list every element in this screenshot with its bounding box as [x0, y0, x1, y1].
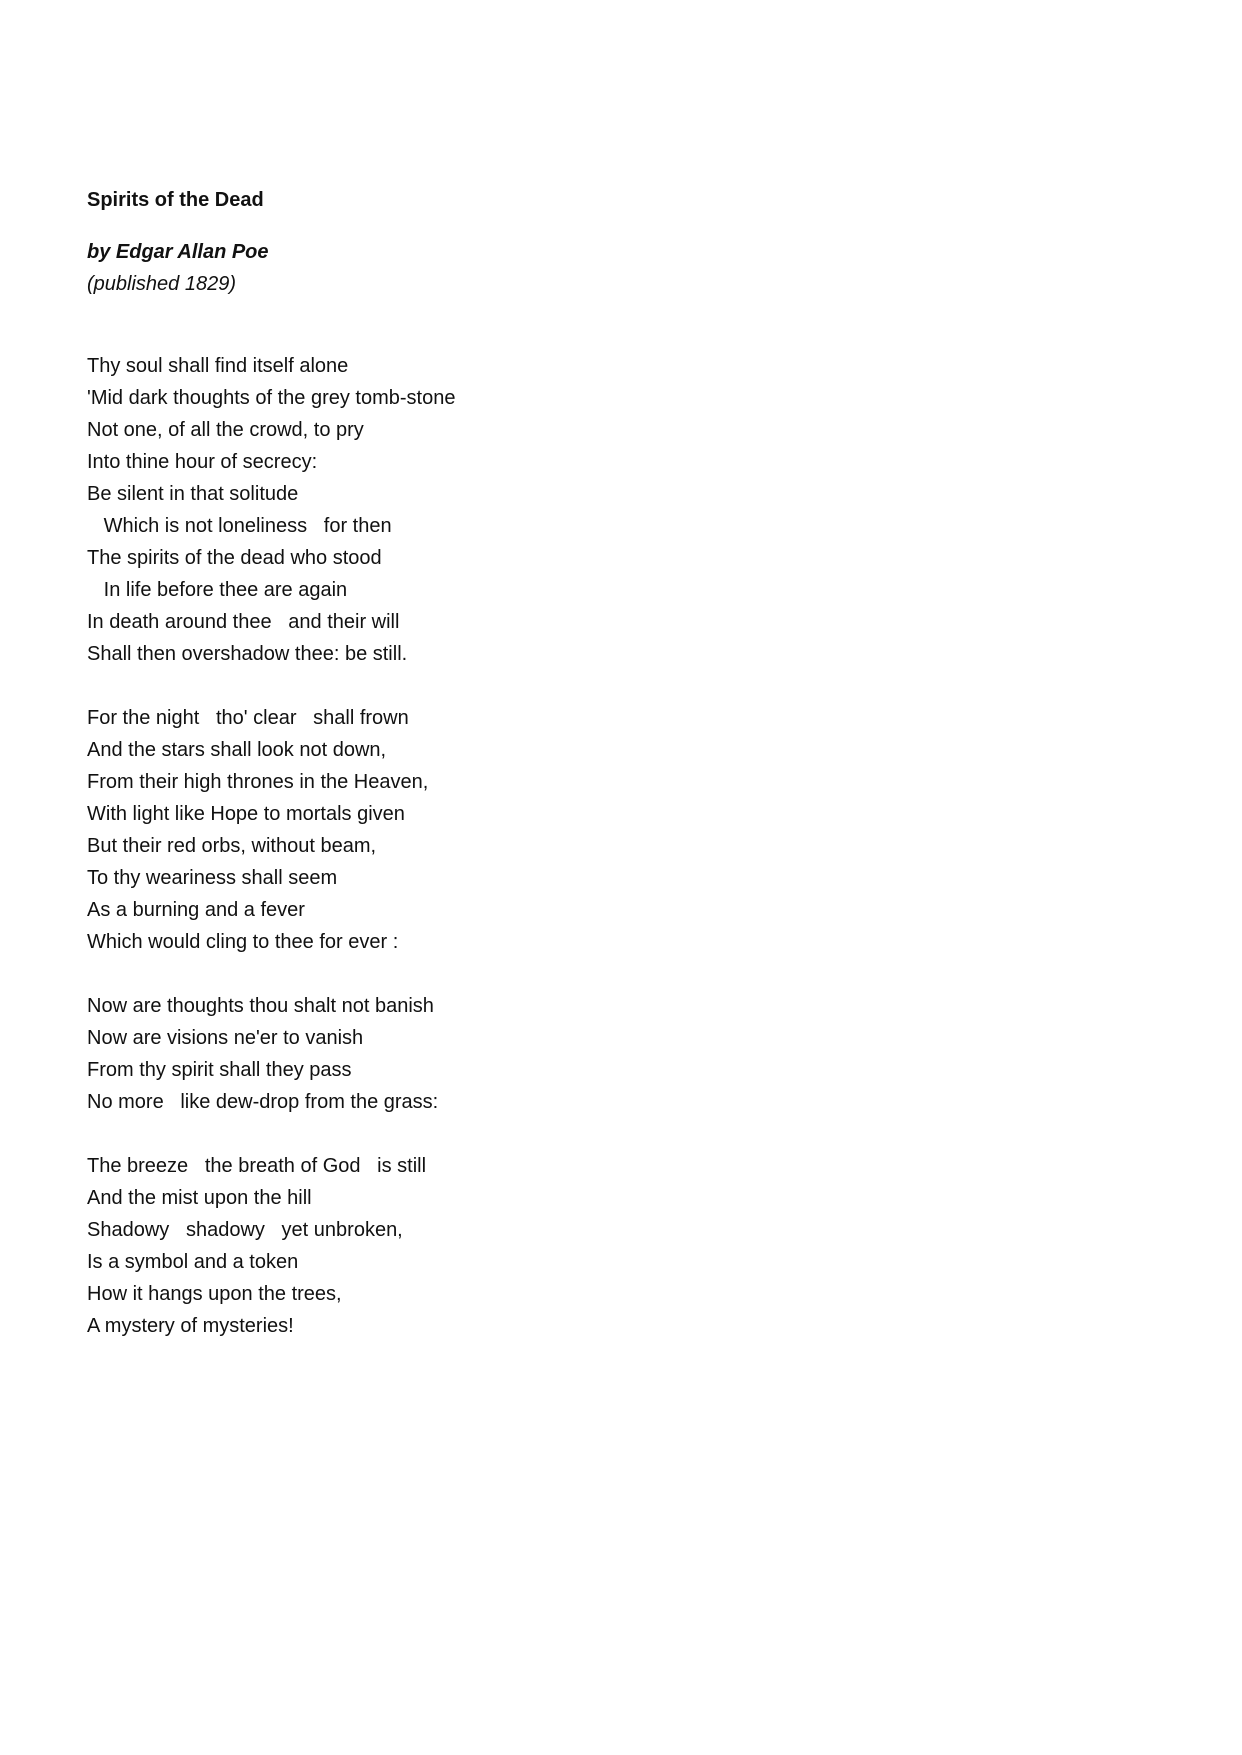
- poem-line: Which would cling to thee for ever :: [87, 931, 399, 953]
- poem-line: With light like Hope to mortals given: [87, 803, 405, 825]
- poem-line: Now are thoughts thou shalt not banish: [87, 995, 434, 1017]
- poem-line: Which is not loneliness for then: [87, 515, 392, 537]
- poem-line: Thy soul shall find itself alone: [87, 355, 349, 377]
- poem-line: How it hangs upon the trees,: [87, 1283, 342, 1305]
- poem-line: In death around thee and their will: [87, 611, 400, 633]
- poem-line: A mystery of mysteries!: [87, 1315, 294, 1337]
- poem-line: And the mist upon the hill: [87, 1187, 312, 1209]
- poem-line: Is a symbol and a token: [87, 1251, 299, 1273]
- stanza-1: [87, 350, 1147, 670]
- poem-line: Into thine hour of secrecy:: [87, 451, 318, 473]
- stanza-2: [87, 702, 1147, 958]
- document-content: [87, 184, 1147, 1374]
- poem-title: Spirits of the Dead: [87, 189, 264, 211]
- poem-line: Not one, of all the crowd, to pry: [87, 419, 364, 441]
- stanza-4: [87, 1150, 1147, 1342]
- poem-line: In life before thee are again: [87, 579, 348, 601]
- poem-line: And the stars shall look not down,: [87, 739, 387, 761]
- poem-line: Shadowy shadowy yet unbroken,: [87, 1219, 403, 1241]
- poem-line: To thy weariness shall seem: [87, 867, 338, 889]
- publication-note: (published 1829): [87, 273, 236, 295]
- poem-line: 'Mid dark thoughts of the grey tomb-stone: [87, 387, 456, 409]
- poem-line: For the night tho' clear shall frown: [87, 707, 409, 729]
- poem-author: by Edgar Allan Poe: [87, 241, 269, 263]
- poem-line: No more like dew-drop from the grass:: [87, 1091, 439, 1113]
- poem-line: The breeze the breath of God is still: [87, 1155, 427, 1177]
- poem-line: Now are visions ne'er to vanish: [87, 1027, 364, 1049]
- poem-line: From their high thrones in the Heaven,: [87, 771, 429, 793]
- poem-line: Be silent in that solitude: [87, 483, 299, 505]
- poem-line: But their red orbs, without beam,: [87, 835, 377, 857]
- poem-body: [87, 350, 1147, 1342]
- poem-line: From thy spirit shall they pass: [87, 1059, 352, 1081]
- poem-line: The spirits of the dead who stood: [87, 547, 382, 569]
- poem-line: As a burning and a fever: [87, 899, 305, 921]
- stanza-3: [87, 990, 1147, 1118]
- poem-line: Shall then overshadow thee: be still.: [87, 643, 408, 665]
